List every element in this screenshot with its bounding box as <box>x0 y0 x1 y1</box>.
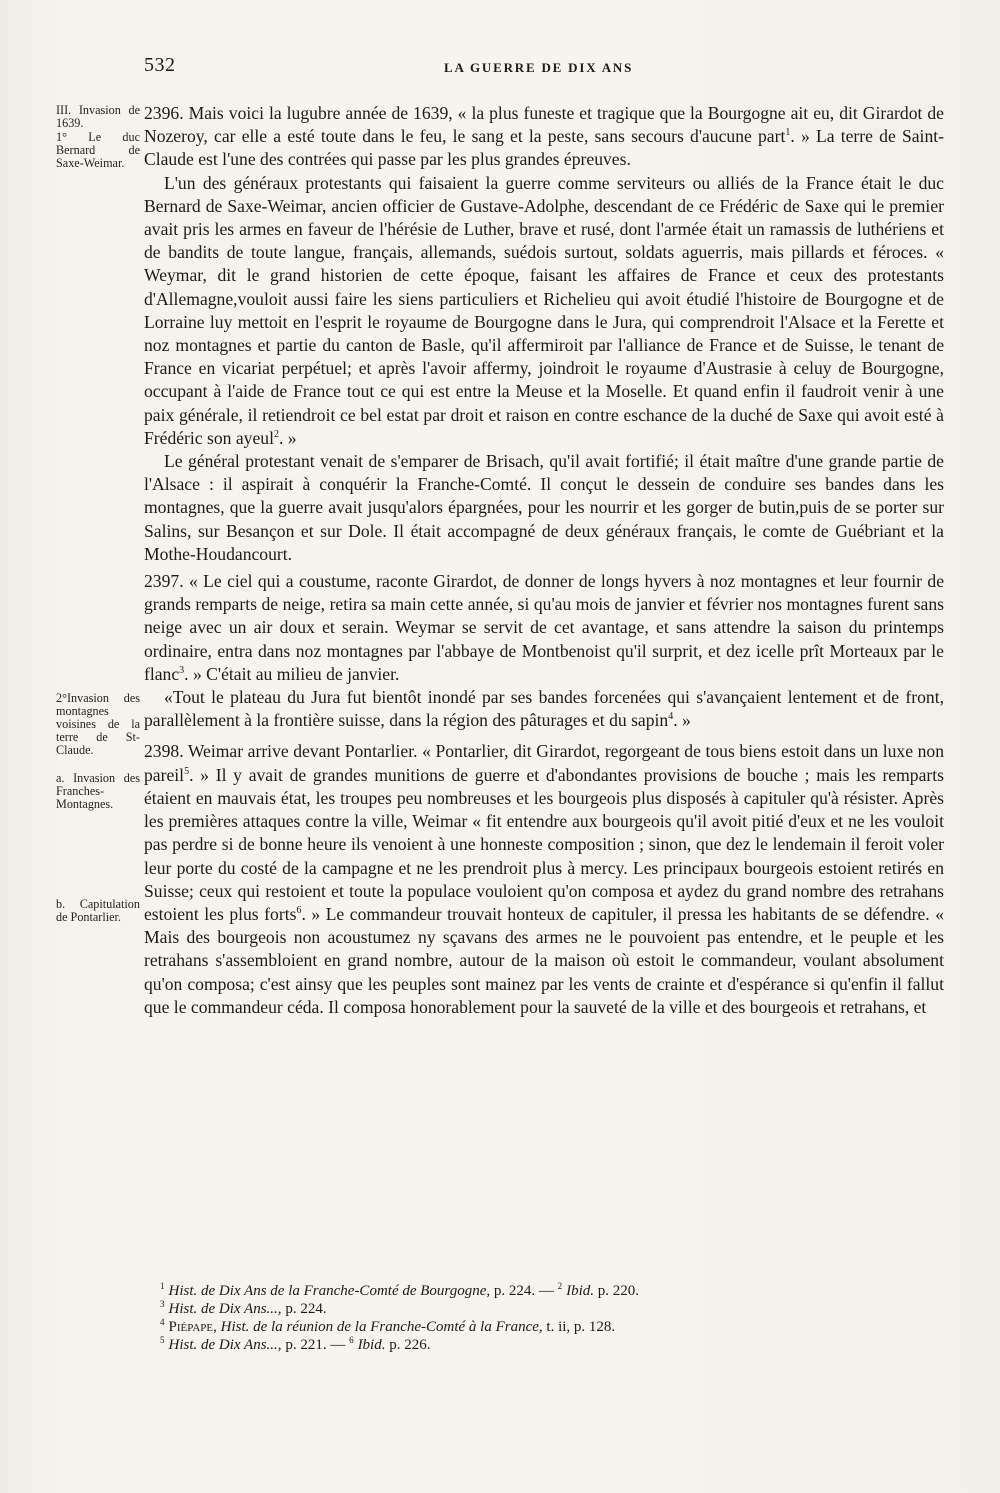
running-head: LA GUERRE DE DIX ANS <box>444 60 634 75</box>
paragraph-2396 <box>144 102 944 172</box>
main-text <box>144 102 944 1019</box>
footnotes <box>160 1282 880 1354</box>
footnote-5-6 <box>160 1336 880 1354</box>
footnote-ref: 2 <box>273 428 279 440</box>
footnote-ref: 1 <box>785 127 791 139</box>
text-run: . » C'était au milieu de janvier. <box>184 663 400 684</box>
footnote-number: 5 <box>160 1335 165 1345</box>
footnote-number: 1 <box>160 1281 165 1291</box>
footnote-title: Hist. de Dix Ans..., <box>168 1301 282 1317</box>
margin-note-text: 2°Invasion des montagnes voisines de la terre de St-Claude. <box>56 691 140 757</box>
footnote-text: t. ii, p. 128. <box>542 1319 616 1335</box>
text-run: . » <box>673 710 691 731</box>
paragraph-jura <box>144 686 944 732</box>
paragraph-brisach: Le général protestant venait de s'emparer de Brisach, qu'il avait fortifié; il était maître d'une grande partie de l'Alsace : il aspirait à conquérir la Franche-Comté. Il conçut le dessein de conduire ses bandes dans les montagnes, que la guerre avait jusqu'alors épargnées, pour les nourrir et les gorger de butin,puis de se porter sur Salins, sur Besançon et sur Dole. Il était accompagné de deux généraux français, le comte de Guébriant et la Mothe-Houdancourt. <box>144 451 944 564</box>
footnote-text: p. 224. — <box>490 1283 558 1299</box>
footnote-author: Piépape, <box>168 1319 217 1335</box>
margin-note-franches-montagnes <box>56 772 140 811</box>
footnote-title: Hist. de Dix Ans de la Franche-Comté de Bourgogne, <box>168 1283 491 1299</box>
margin-note-text: a. Invasion des Franches-Montagnes. <box>56 771 140 811</box>
footnote-title: Hist. de Dix Ans..., <box>168 1337 282 1353</box>
footnote-number: 6 <box>349 1335 354 1345</box>
text-run: 2397. « Le ciel qui a coustume, raconte Girardot, de donner de longs hyvers à noz montagnes et leur fournir de grands remparts de neige, retira sa main cette année, si qu'au mois de janvier et février nos montagnes furent sans neige avec un air doux et serain. Weymar se servit de cet avantage, et sans attendre la saison du printemps ordinaire, entra dans noz montagnes par l'abbaye de Montbenoist qu'il surprit, et dez icelle prît Morteaux par le flanc <box>144 571 944 684</box>
text-run: . » <box>278 427 297 448</box>
text-run: . » La terre de Saint-Claude est l'une des contrées qui passe par les plus grandes épreuves. <box>144 126 944 170</box>
paragraph-2398 <box>144 740 944 1018</box>
page-number: 532 <box>144 54 176 76</box>
footnote-text: p. 226. <box>385 1337 431 1353</box>
text-run: L'un des généraux protestants qui faisaient la guerre comme serviteurs ou alliés de la France était le duc Bernard de Saxe-Weimar, ancien officier de Gustave-Adolphe, descendant de ce Frédéric de Saxe qui le premier avait pris les armes en faveur de l'hérésie de Luther, brave et rusé, dont l'armée était un ramassis de luthériens et de bandits de toute langue, français, allemands, suédois surtout, soldats aguerris, mais pillards et féroces. « Weymar, dit le grand historien de cette époque, faisant les affaires de France et ceux des protestants d'Allemagne,vouloit aussi faire les siens particuliers et Richelieu qui avoit étudié l'histoire de Bourgogne et de Lorraine luy mettoit en l'esprit le royaume de Bourgogne dans le Jura, qui comprendroit l'Alsace et la Ferette et noz montagnes et partie du canton de Basle, qu'il affermiroit par l'alliance de France et de Suisse, le tenant de France en vicariat perpétuel; et après l'avoir affermy, joindroit le royaume d'Austrasie à celuy de Bourgogne, occupant à l'aide de France tout ce qui est entre la Meuse et la Moselle. Et quand enfin il faudroit venir à une paix générale, il retiendroit ce bel estat par droit et raison en contre eschance de la duché de Saxe qui avoit esté à Frédéric son ayeul <box>144 172 944 448</box>
footnote-text: p. 224. <box>281 1301 327 1317</box>
margin-note-pontarlier <box>56 898 140 924</box>
page-header <box>144 54 944 84</box>
text-run: . » Le commandeur trouvait honteux de capituler, il pressa les habitants de se défendre. « Mais des bourgeois non acoustumez ny sçavans des armes ne le pouvoient pas entendre, et le peuple et les retrahans s'assembloient en grand nombre, autour de la maison où estoit le commandeur, voulant absolument qu'on composa; c'est ainsy que les peuples sont mainez par les vents de crainte et d'espérance si qu'enfin il fallut que le commandeur céda. Il composa honorablement pour la sauveté de la ville et des bourgeois et retrahans, et <box>144 903 944 1017</box>
footnote-text: p. 221. — <box>281 1337 350 1353</box>
paragraph-2397 <box>144 570 944 686</box>
footnote-ref: 4 <box>668 711 674 723</box>
footnote-number: 4 <box>160 1317 165 1327</box>
text-run: . » Il y avait de grandes munitions de guerre et d'abondantes provisions de bouche ; mais les remparts étaient en mauvais état, les troupes peu nombreuses et les bourgeois plus disposés à capituler qu'à résister. Après les premières attaques contre la ville, Weimar « fit entendre aux bourgeois qu'il avoit pitié d'eux et ne les vouloit pas perdre si de bonne heure ils venoient à une honneste composition ; sinon, que dez le lendemain il feroit voler leur porte du costé de la campagne et ne les prendroit plus à mercy. Les principaux bourgeois estoient retirés en Suisse; ceux qui restoient et toute la populace vouloient qu'on composa et aydez du grand nombre des retrahans estoient les plus forts <box>144 764 944 924</box>
footnote-ref: 5 <box>184 765 190 777</box>
footnote-text: p. 220. <box>594 1283 640 1299</box>
footnote-1-2 <box>160 1282 880 1300</box>
footnote-title: Ibid. <box>357 1337 386 1353</box>
footnote-ref: 6 <box>296 905 302 917</box>
margin-note-text: 1° Le duc Bernard de Saxe-Weimar. <box>56 130 140 170</box>
margin-note-duc-bernard <box>56 131 140 170</box>
footnote-title: Hist. de la réunion de la Franche-Comté à la France, <box>216 1319 543 1335</box>
paragraph-weimar <box>144 172 944 450</box>
footnote-ref: 3 <box>179 665 185 677</box>
text-run: 2398. Weimar arrive devant Pontarlier. « Pontarlier, dit Girardot, regorgeant de tous biens estoit dans un luxe non pareil <box>144 741 944 785</box>
footnote-number: 3 <box>160 1299 165 1309</box>
margin-note-invasion-montagnes <box>56 692 140 757</box>
margin-note-text: III. Invasion de 1639. <box>56 103 140 130</box>
footnote-title: Ibid. <box>566 1283 595 1299</box>
margin-note-invasion-1639 <box>56 104 140 130</box>
text-run: «Tout le plateau du Jura fut bientôt inondé par ses bandes forcenées qui s'avançaient lentement et de front, parallèlement à la frontière suisse, dans la région des pâturages et du sapin <box>144 687 944 731</box>
text-run: 2396. Mais voici la lugubre année de 1639, « la plus funeste et tragique que la Bourgogne ait eu, dit Girardot de Nozeroy, car elle a esté toute dans le feu, le sang et la peste, sans secours d'aucune part <box>144 103 944 147</box>
margin-note-text: b. Capitulation de Pontarlier. <box>56 897 140 924</box>
footnote-4 <box>160 1318 880 1336</box>
footnote-number: 2 <box>557 1281 563 1291</box>
footnote-3 <box>160 1300 880 1318</box>
